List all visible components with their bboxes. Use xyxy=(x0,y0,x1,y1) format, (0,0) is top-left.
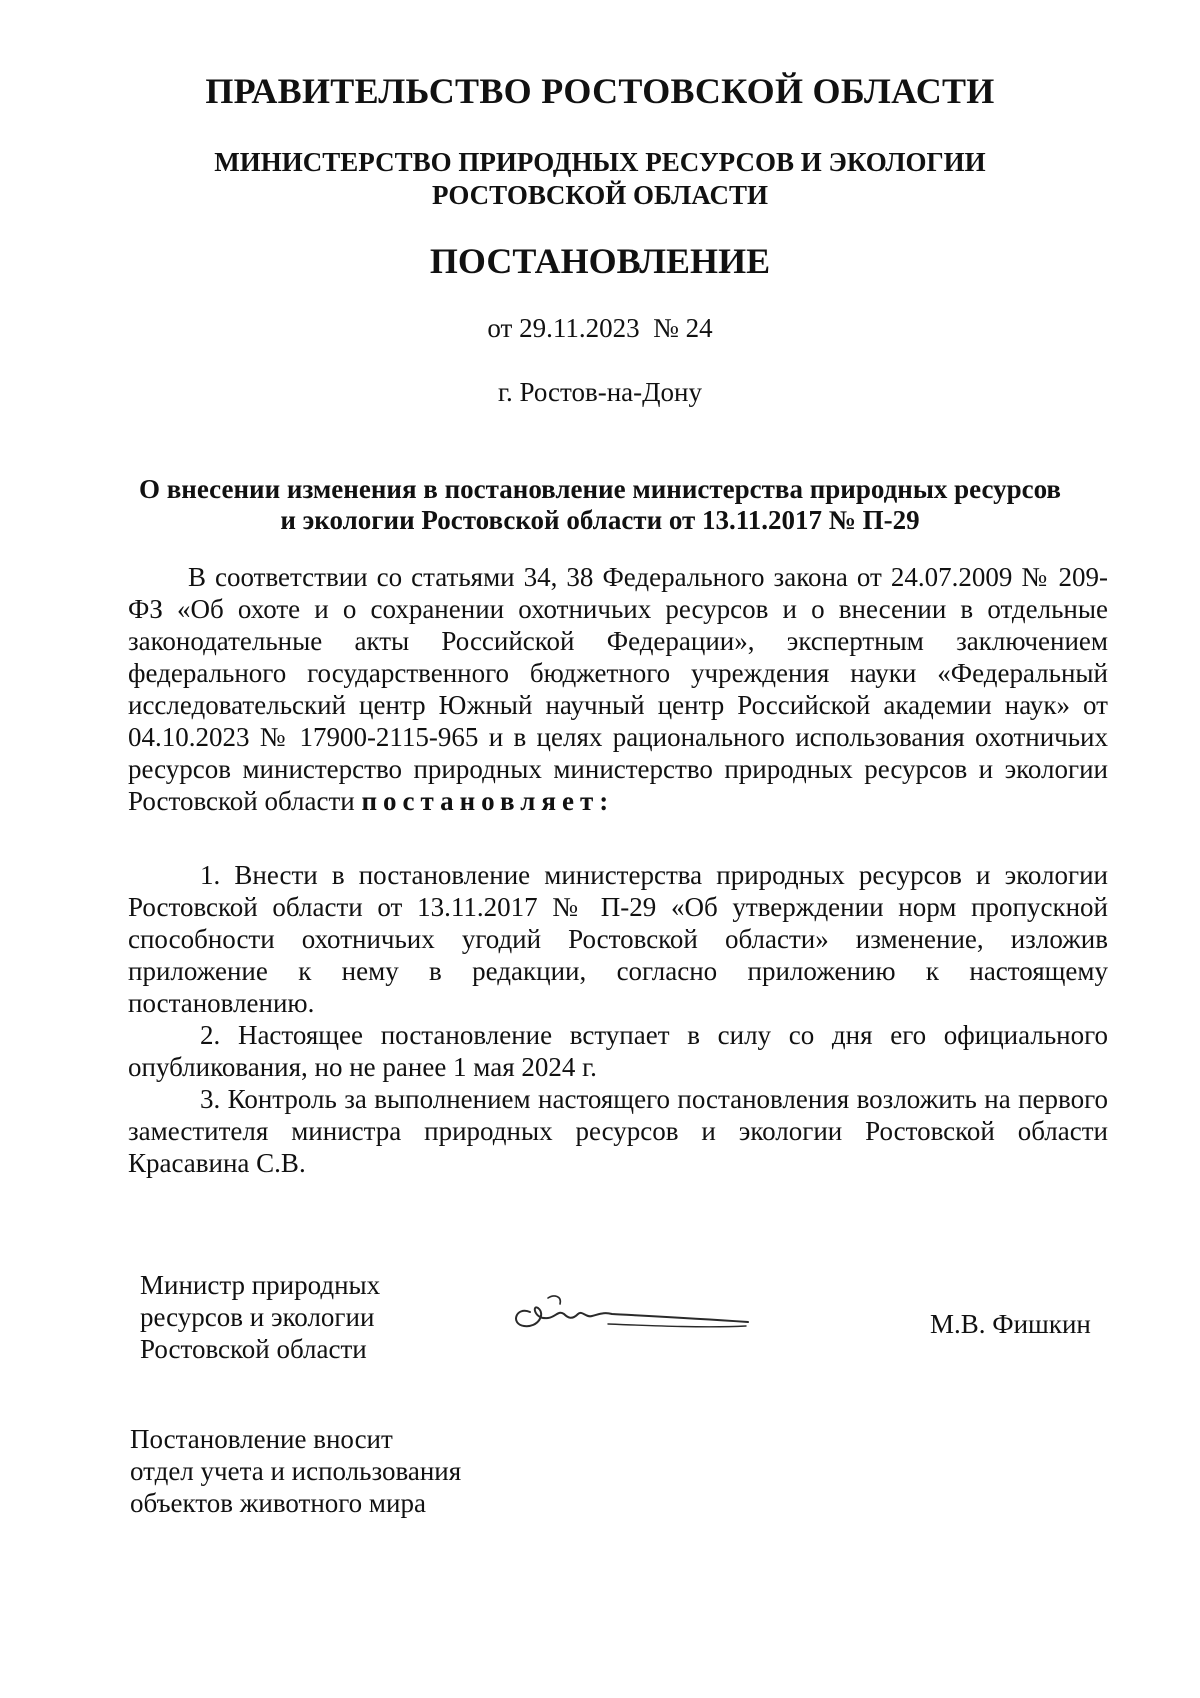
ministry-title xyxy=(0,146,1200,212)
subject-heading xyxy=(0,474,1200,536)
city: г. Ростов-на-Дону xyxy=(497,377,702,407)
resolution-item-1: 1. Внести в постановление министерства природных ресурсов и экологии Ростовской области от 13.11.2017 № П-29 «Об утверждении норм пропускной способности охотничьих угодий Ростовской области» изменение, изложив приложение к нему в редакции, согласно приложению к настоящему постановлению. xyxy=(128,860,1108,1018)
signatory-title-line3: Ростовской области xyxy=(140,1334,367,1364)
submitted-by-line3: объектов животного мира xyxy=(130,1488,426,1518)
submitted-by-line1: Постановление вносит xyxy=(130,1424,393,1454)
submitted-by xyxy=(130,1423,461,1519)
intro-text: В соответствии со статьями 34, 38 Федерального закона от 24.07.2009 № 209-ФЗ «Об охоте и о сохранении охотничьих ресурсов и о внесении в отдельные законодательные акты Российской Федерации», экспертным заключением федерального государственного бюджетного учреждения науки «Федеральный исследовательский центр Южный научный центр Российской академии наук» от 04.10.2023 № 17900-2115-965 и в целях рационального использования охотничьих ресурсов министерство природных министерство природных ресурсов и экологии Ростовской области xyxy=(128,562,1108,816)
subject-line1: О внесении изменения в постановление министерства природных ресурсов xyxy=(138,474,1062,504)
subject-line2: и экологии Ростовской области от 13.11.2017 № П-29 xyxy=(280,505,920,535)
resolves-word: постановляет: xyxy=(361,786,615,816)
resolution-item-2: 2. Настоящее постановление вступает в силу со дня его официального опубликования, но не ранее 1 мая 2024 г. xyxy=(128,1020,1108,1082)
signatory-title xyxy=(140,1269,380,1365)
intro-paragraph xyxy=(128,561,1108,817)
document-type: ПОСТАНОВЛЕНИЕ xyxy=(429,241,771,281)
signatory-title-line1: Министр природных xyxy=(140,1270,381,1300)
ministry-title-line2: РОСТОВСКОЙ ОБЛАСТИ xyxy=(432,180,768,210)
resolution-item-3: 3. Контроль за выполнением настоящего постановления возложить на первого заместителя министра природных ресурсов и экологии Ростовской области Красавина С.В. xyxy=(128,1084,1108,1178)
signatory-title-line2: ресурсов и экологии xyxy=(140,1302,375,1332)
submitted-by-line2: отдел учета и использования xyxy=(130,1456,462,1486)
signatory-name: М.В. Фишкин xyxy=(930,1309,1091,1339)
resolution-items xyxy=(128,859,1108,1179)
date-number: от 29.11.2023 № 24 xyxy=(487,313,713,343)
handwritten-signature xyxy=(508,1284,758,1344)
government-title: ПРАВИТЕЛЬСТВО РОСТОВСКОЙ ОБЛАСТИ xyxy=(205,71,995,111)
ministry-title-line1: МИНИСТЕРСТВО ПРИРОДНЫХ РЕСУРСОВ И ЭКОЛОГИИ xyxy=(214,147,986,177)
